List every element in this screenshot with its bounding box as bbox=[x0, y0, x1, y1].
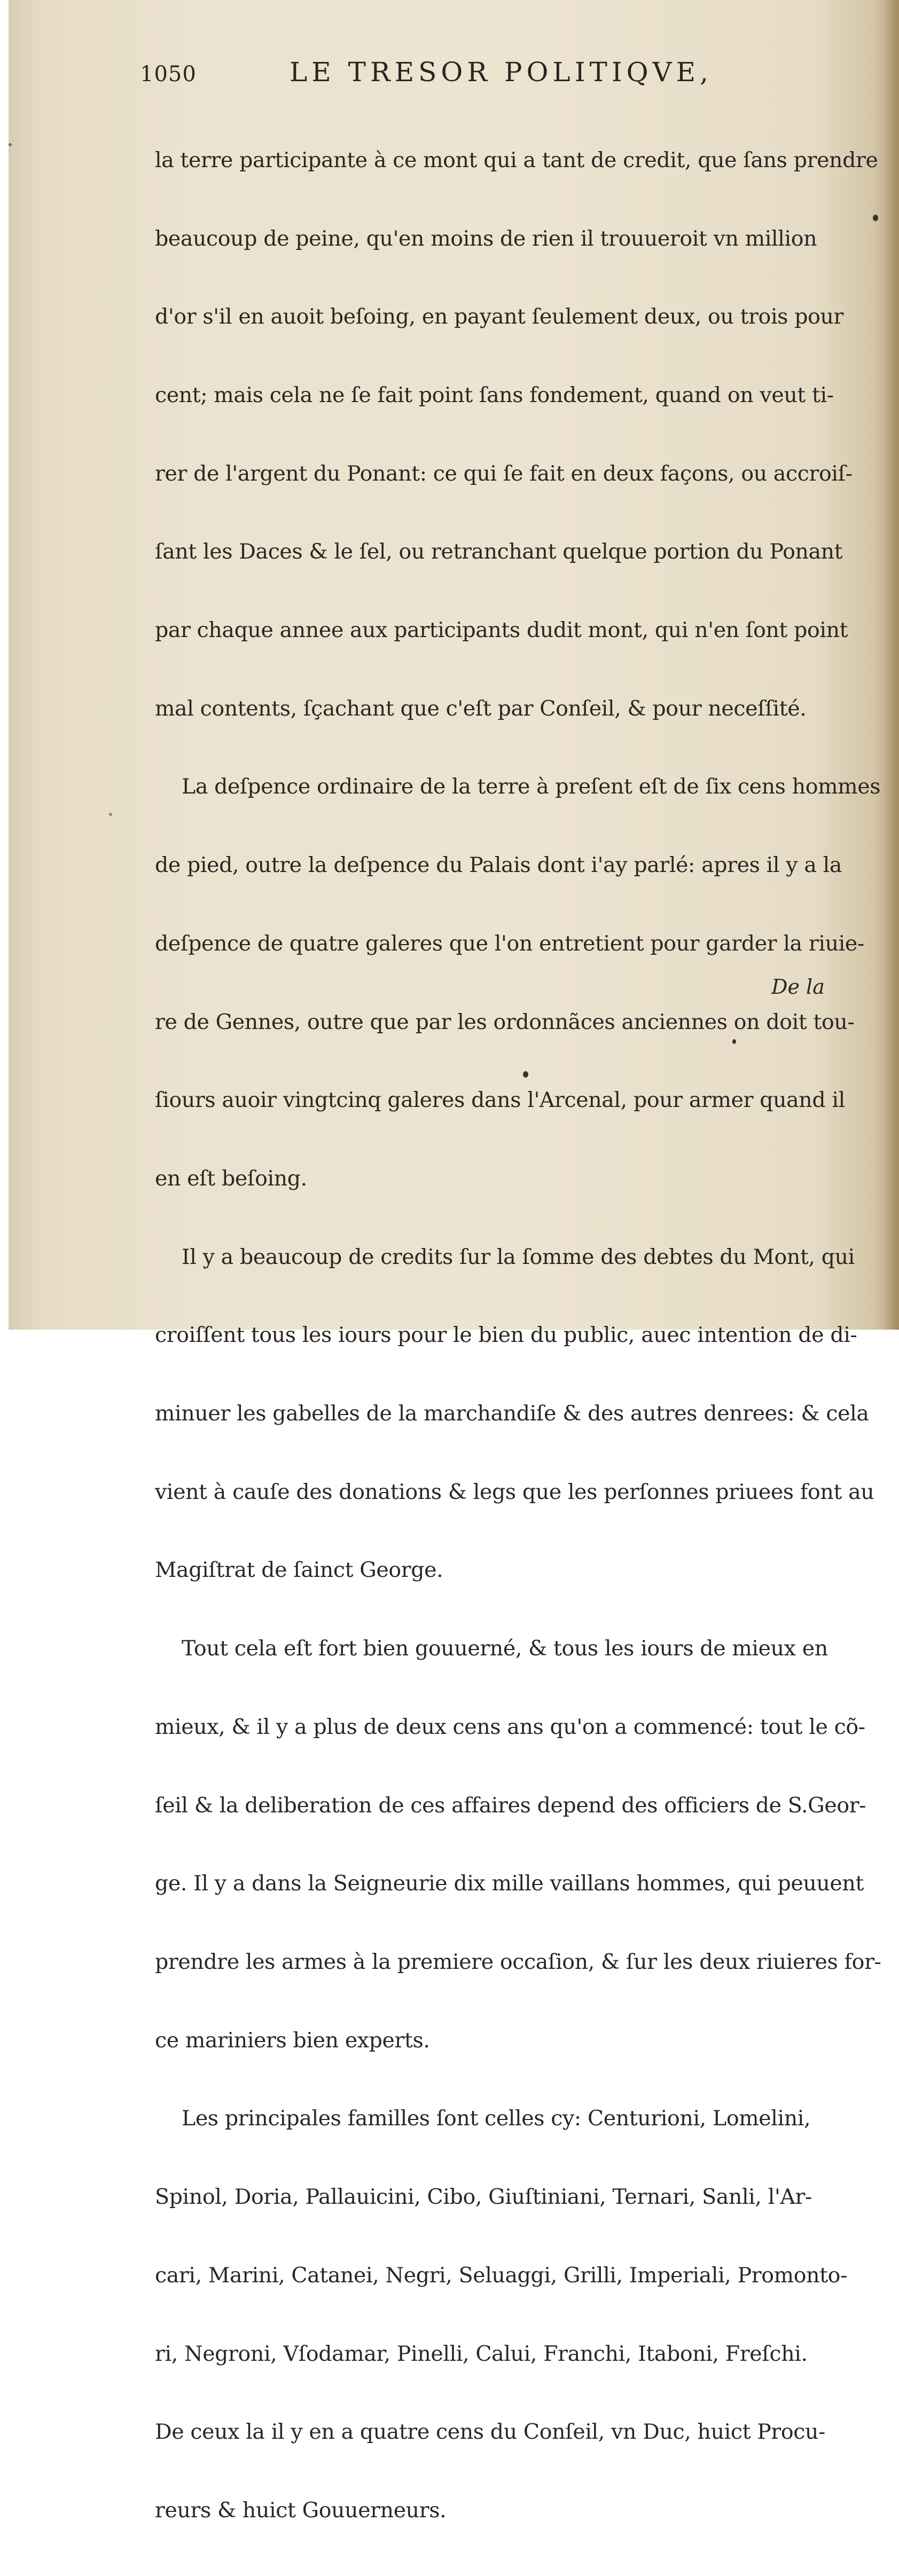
text-line: croiſſent tous les iours pour le bien du public, auec intention de di- bbox=[155, 1323, 857, 1348]
text-line: reurs & huict Gouuerneurs. bbox=[155, 2498, 447, 2523]
text-line: ſiours auoir vingtcinq galeres dans l'Arcenal, pour armer quand il bbox=[155, 1088, 845, 1113]
paragraph-first-line: La deſpence ordinaire de la terre à preſent eſt de ſix cens hommes bbox=[182, 774, 881, 799]
text-line: prendre les armes à la premiere occaſion, & ſur les deux riuieres for- bbox=[155, 1949, 881, 1974]
text-line: rer de l'argent du Ponant: ce qui ſe fait en deux façons, ou accroiſ- bbox=[155, 461, 853, 486]
ink-spot bbox=[732, 1039, 736, 1044]
text-line: en eſt beſoing. bbox=[155, 1166, 307, 1191]
book-page bbox=[9, 0, 899, 2523]
text-line: deſpence de quatre galeres que l'on entretient pour garder la riuie- bbox=[155, 931, 864, 956]
text-line: beaucoup de peine, qu'en moins de rien il trouueroit vn million bbox=[155, 226, 817, 251]
text-line: mal contents, ſçachant que c'eſt par Conſeil, & pour neceſſité. bbox=[155, 696, 807, 721]
ink-spot bbox=[109, 813, 112, 816]
text-line: ſeil & la deliberation de ces affaires depend des officiers de S.Geor- bbox=[155, 1793, 866, 1818]
text-line: Spinol, Doria, Pallauicini, Cibo, Giuſtiniani, Ternari, Sanli, l'Ar- bbox=[155, 2185, 812, 2210]
text-line: ſant les Daces & le ſel, ou retranchant quelque portion du Ponant bbox=[155, 539, 843, 564]
page-number: 1050 bbox=[140, 62, 197, 87]
text-line: d'or s'il en auoit beſoing, en payant ſeulement deux, ou trois pour bbox=[155, 304, 843, 329]
text-line: cari, Marini, Catanei, Negri, Seluaggi, Grilli, Imperiali, Promonto- bbox=[155, 2263, 847, 2288]
ink-spot bbox=[873, 215, 878, 221]
ink-spot bbox=[9, 143, 12, 146]
page-header bbox=[140, 54, 744, 95]
text-line: ce mariniers bien experts. bbox=[155, 2028, 430, 2053]
text-line: de pied, outre la deſpence du Palais dont i'ay parlé: apres il y a la bbox=[155, 853, 842, 878]
text-line: cent; mais cela ne ſe fait point ſans fondement, quand on veut ti- bbox=[155, 382, 834, 407]
text-line: ge. Il y a dans la Seigneurie dix mille vaillans hommes, qui peuuent bbox=[155, 1871, 864, 1896]
text-line: re de Gennes, outre que par les ordonnãces anciennes on doit tou- bbox=[155, 1009, 855, 1034]
catchword: De la bbox=[771, 975, 825, 999]
running-title: LE TRESOR POLITIQVE, bbox=[290, 57, 713, 88]
paragraph-first-line: Il y a beaucoup de credits ſur la ſomme des debtes du Mont, qui bbox=[182, 1244, 855, 1269]
text-line: minuer les gabelles de la marchandiſe & des autres denrees: & cela bbox=[155, 1401, 869, 1426]
text-line: ri, Negroni, Vſodamar, Pinelli, Calui, Franchi, Itaboni, Freſchi. bbox=[155, 2341, 808, 2366]
paragraph-first-line: Les principales familles ſont celles cy: Centurioni, Lomelini, bbox=[182, 2106, 811, 2131]
text-line: vient à cauſe des donations & legs que les perſonnes priuees font au bbox=[155, 1479, 874, 1504]
text-line: mieux, & il y a plus de deux cens ans qu'on a commencé: tout le cõ- bbox=[155, 1714, 865, 1739]
paragraph-first-line: Tout cela eſt fort bien gouuerné, & tous les iours de mieux en bbox=[182, 1636, 828, 1661]
text-line: par chaque annee aux participants dudit mont, qui n'en ſont point bbox=[155, 618, 848, 643]
ink-spot bbox=[523, 1071, 528, 1078]
text-line: la terre participante à ce mont qui a tant de credit, que ſans prendre bbox=[155, 147, 878, 172]
text-line: De ceux la il y en a quatre cens du Conſeil, vn Duc, huict Procu- bbox=[155, 2420, 825, 2445]
body-text bbox=[155, 95, 881, 2576]
text-line: Magiſtrat de ſainct George. bbox=[155, 1558, 443, 1583]
